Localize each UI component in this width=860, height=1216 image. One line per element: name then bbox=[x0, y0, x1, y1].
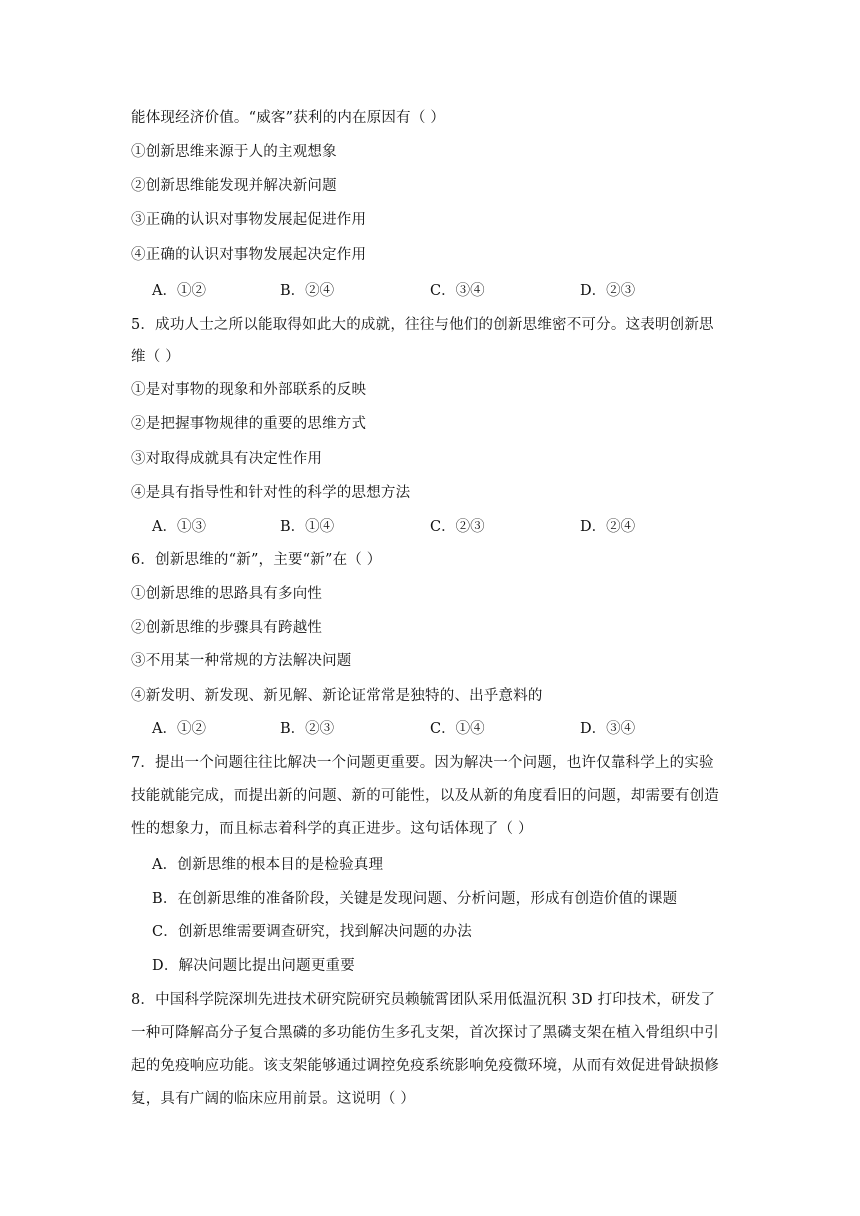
q5-option-c[interactable]: C．②③ bbox=[430, 519, 485, 535]
q7-stem-line-1: 7．提出一个问题往往比解决一个问题更重要。因为解决一个问题，也许仅靠科学上的实验 bbox=[131, 755, 714, 771]
q5-option-d[interactable]: D．②④ bbox=[580, 519, 636, 535]
q8-stem-line-4: 复，具有广阔的临床应用前景。这说明（ ） bbox=[131, 1091, 416, 1107]
q6-option-a[interactable]: A．①② bbox=[152, 721, 206, 737]
q6-statement-3: ③不用某一种常规的方法解决问题 bbox=[131, 653, 352, 669]
q7-option-b[interactable]: B．在创新思维的准备阶段，关键是发现问题、分析问题，形成有创造价值的课题 bbox=[152, 891, 678, 907]
q4-option-a[interactable]: A．①② bbox=[152, 283, 206, 299]
q4-option-d[interactable]: D．②③ bbox=[580, 283, 636, 299]
q5-statement-3: ③对取得成就具有决定性作用 bbox=[131, 451, 323, 467]
q6-option-d[interactable]: D．③④ bbox=[580, 721, 636, 737]
q4-statement-3: ③正确的认识对事物发展起促进作用 bbox=[131, 212, 367, 228]
q7-stem-line-3: 性的想象力，而且标志着科学的真正进步。这句话体现了（ ） bbox=[131, 821, 533, 837]
q4-option-b[interactable]: B．②④ bbox=[280, 283, 335, 299]
q7-option-c[interactable]: C．创新思维需要调查研究，找到解决问题的办法 bbox=[152, 924, 472, 940]
q5-statement-1: ①是对事物的现象和外部联系的反映 bbox=[131, 382, 367, 398]
q5-stem-line-1: 5．成功人士之所以能取得如此大的成就，往往与他们的创新思维密不可分。这表明创新思 bbox=[131, 317, 714, 333]
q8-stem-line-3: 起的免疫响应功能。该支架能够通过调控免疫系统影响免疫微环境，从而有效促进骨缺损修 bbox=[131, 1058, 719, 1074]
q7-option-a[interactable]: A．创新思维的根本目的是检验真理 bbox=[152, 857, 384, 873]
q4-statement-1: ①创新思维来源于人的主观想象 bbox=[131, 144, 337, 160]
q6-option-b[interactable]: B．②③ bbox=[280, 721, 335, 737]
q7-stem-line-2: 技能就能完成，而提出新的问题、新的可能性，以及从新的角度看旧的问题，却需要有创造 bbox=[131, 788, 719, 804]
q4-statement-2: ②创新思维能发现并解决新问题 bbox=[131, 178, 337, 194]
q8-stem-line-1: 8．中国科学院深圳先进技术研究院研究员赖毓霄团队采用低温沉积 3D 打印技术，研发了 bbox=[131, 992, 716, 1008]
q5-stem-line-2: 维（ ） bbox=[131, 349, 180, 365]
q8-stem-line-2: 一种可降解高分子复合黑磷的多功能仿生多孔支架，首次探讨了黑磷支架在植入骨组织中引 bbox=[131, 1025, 719, 1041]
q4-option-c[interactable]: C．③④ bbox=[430, 283, 485, 299]
q6-statement-2: ②创新思维的步骤具有跨越性 bbox=[131, 620, 323, 636]
q6-option-c[interactable]: C．①④ bbox=[430, 721, 485, 737]
q7-option-d[interactable]: D．解决问题比提出问题更重要 bbox=[152, 958, 355, 974]
q5-option-b[interactable]: B．①④ bbox=[280, 519, 335, 535]
q5-statement-4: ④是具有指导性和针对性的科学的思想方法 bbox=[131, 485, 411, 501]
q6-statement-4: ④新发明、新发现、新见解、新论证常常是独特的、出乎意料的 bbox=[131, 688, 543, 704]
q6-statement-1: ①创新思维的思路具有多向性 bbox=[131, 586, 323, 602]
q5-option-a[interactable]: A．①③ bbox=[152, 519, 206, 535]
q6-stem: 6．创新思维的“新”，主要“新”在（ ） bbox=[131, 552, 382, 568]
q4-stem-tail: 能体现经济价值。“威客”获利的内在原因有（ ） bbox=[131, 110, 446, 126]
q5-statement-2: ②是把握事物规律的重要的思维方式 bbox=[131, 416, 367, 432]
q4-statement-4: ④正确的认识对事物发展起决定作用 bbox=[131, 247, 367, 263]
